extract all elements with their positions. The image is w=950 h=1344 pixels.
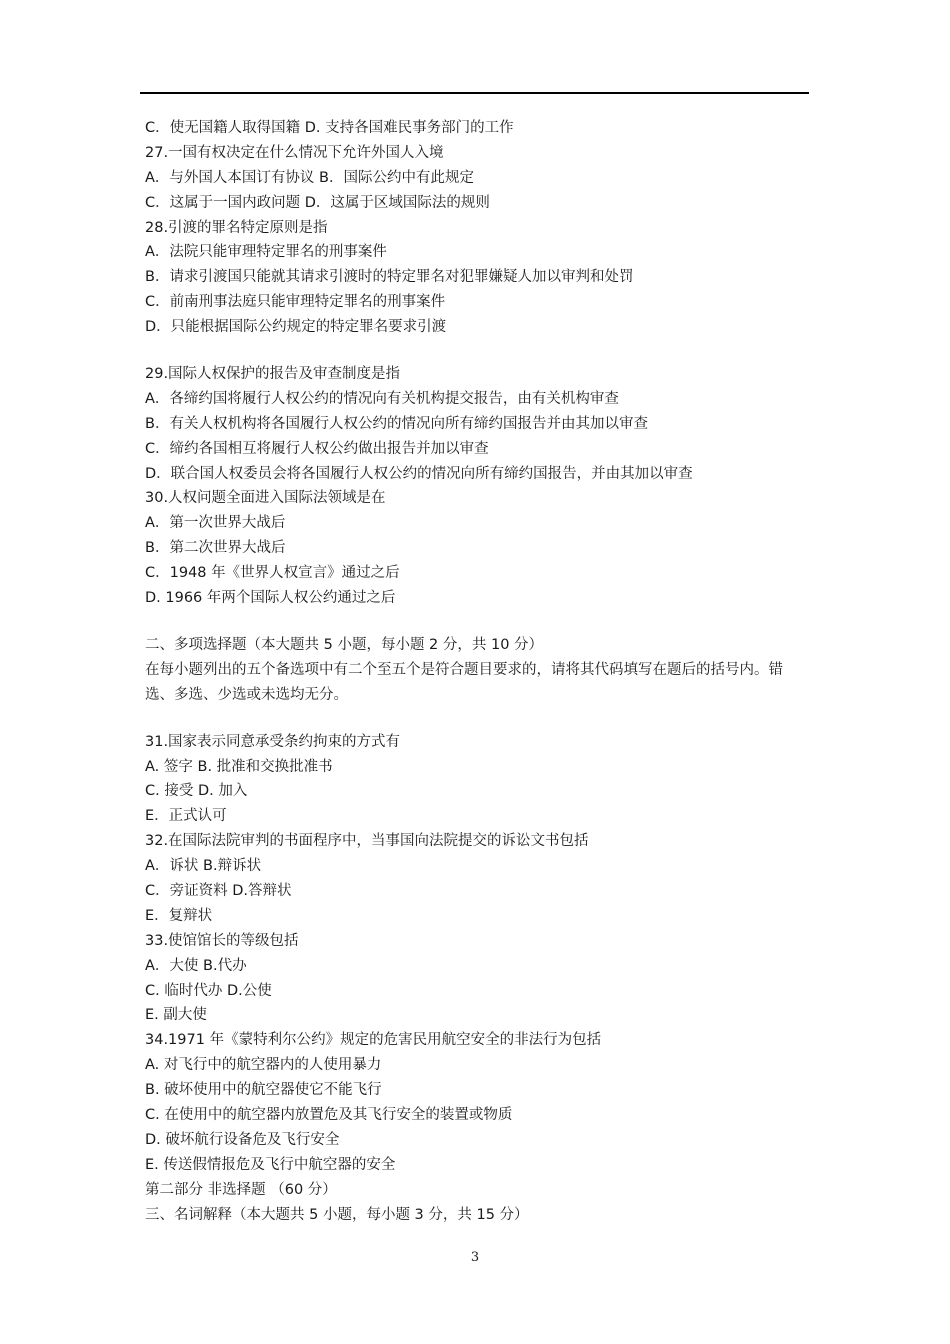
spacer: [145, 340, 810, 362]
option-line: C. 接受 D. 加入: [145, 783, 248, 800]
option-line: B．请求引渡国只能就其请求引渡时的特定罪名对犯罪嫌疑人加以审判和处罚: [145, 269, 634, 286]
question-28: 28.引渡的罪名特定原则是指: [145, 219, 328, 236]
option-line: D．只能根据国际公约规定的特定罪名要求引渡: [145, 319, 447, 336]
option-line: B. 破坏使用中的航空器使它不能飞行: [145, 1082, 382, 1099]
option-line: A. 对飞行中的航空器内的人使用暴力: [145, 1057, 382, 1074]
option-line: D. 破坏航行设备危及飞行安全: [145, 1131, 340, 1148]
question-33: 33.使馆馆长的等级包括: [145, 932, 299, 949]
option-line: E．正式认可: [145, 808, 227, 825]
section-heading-terms: 三、名词解释（本大题共 5 小题，每小题 3 分，共 15 分）: [145, 1206, 529, 1223]
question-30: 30.人权问题全面进入国际法领域是在: [145, 490, 386, 507]
option-line: C．使无国籍人取得国籍 D. 支持各国难民事务部门的工作: [145, 120, 514, 136]
option-line: A. 签字 B. 批准和交换批准书: [145, 758, 333, 775]
option-line: A．第一次世界大战后: [145, 515, 286, 532]
option-line: C. 在使用中的航空器内放置危及其飞行安全的装置或物质: [145, 1106, 513, 1123]
option-line: E. 传送假情报危及飞行中航空器的安全: [145, 1156, 396, 1173]
page-number: 3: [470, 1250, 480, 1265]
option-line: E. 副大使: [145, 1007, 207, 1024]
option-line: A．大使 B.代办: [145, 957, 247, 974]
option-line: A．与外国人本国订有协议 B．国际公约中有此规定: [145, 169, 474, 186]
page-body: [145, 116, 810, 1227]
section-heading-multiple-choice: 二、多项选择题（本大题共 5 小题，每小题 2 分，共 10 分）: [145, 636, 544, 653]
question-32: 32.在国际法院审判的书面程序中，当事国向法院提交的诉讼文书包括: [145, 833, 589, 850]
option-line: D. 1966 年两个国际人权公约通过之后: [145, 590, 396, 607]
option-line: A．诉状 B.辩诉状: [145, 858, 262, 875]
spacer: [145, 611, 810, 633]
header-rule: [140, 92, 809, 94]
option-line: A．各缔约国将履行人权公约的情况向有关机构提交报告，由有关机构审查: [145, 390, 619, 407]
question-31: 31.国家表示同意承受条约拘束的方式有: [145, 733, 401, 750]
option-line: C．旁证资料 D.答辩状: [145, 882, 292, 899]
option-line: D．联合国人权委员会将各国履行人权公约的情况向所有缔约国报告，并由其加以审查: [145, 465, 693, 482]
question-27: 27.一国有权决定在什么情况下允许外国人入境: [145, 144, 444, 161]
question-34: 34.1971 年《蒙特利尔公约》规定的危害民用航空安全的非法行为包括: [145, 1032, 602, 1049]
section-instructions: 在每小题列出的五个备选项中有二个至五个是符合题目要求的，请将其代码填写在题后的括号内。错选、多选、少选或未选均无分。: [145, 661, 783, 703]
option-line: A．法院只能审理特定罪名的刑事案件: [145, 244, 387, 261]
spacer: [145, 708, 810, 730]
option-line: C．缔约各国相互将履行人权公约做出报告并加以审查: [145, 440, 489, 457]
option-line: C．这属于一国内政问题 D．这属于区域国际法的规则: [145, 194, 490, 211]
part-heading: 第二部分 非选择题 （60 分）: [145, 1181, 337, 1198]
question-29: 29.国际人权保护的报告及审查制度是指: [145, 366, 401, 383]
option-line: E．复辩状: [145, 907, 213, 924]
option-line: C. 临时代办 D.公使: [145, 982, 272, 999]
option-line: B．第二次世界大战后: [145, 540, 286, 557]
option-line: C．前南刑事法庭只能审理特定罪名的刑事案件: [145, 294, 446, 311]
option-line: C．1948 年《世界人权宣言》通过之后: [145, 565, 400, 582]
option-line: B．有关人权机构将各国履行人权公约的情况向所有缔约国报告并由其加以审查: [145, 415, 648, 432]
